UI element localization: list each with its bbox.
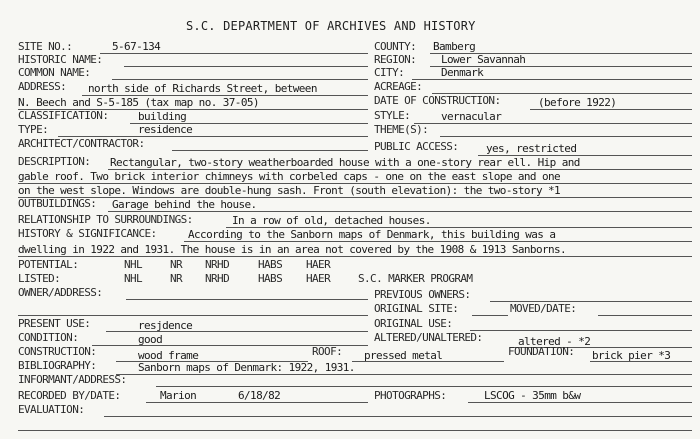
informant-line [156,386,692,387]
recorded-date-value: 6/18/82 [238,389,281,402]
evaluation-label: EVALUATION: [18,403,85,416]
style-label: STYLE: [374,109,411,122]
themes-label: THEME(S): [374,123,429,136]
evaluation-line-2 [18,430,692,431]
description-text-3: on the west slope. Windows are double-hung sash. Front (south elevation): the two-story *1 [18,184,561,197]
site-no-line [100,53,368,54]
roof-line [352,361,504,362]
outbuildings-line [108,211,692,212]
evaluation-line [104,416,692,417]
moved-date-label: MOVED/DATE: [510,302,577,315]
acreage-label: ACREAGE: [374,80,423,93]
present-use-line [106,331,368,332]
potential-label: POTENTIAL: [18,258,79,271]
original-site-line [472,315,508,316]
style-value: vernacular [441,110,502,123]
original-site-label: ORIGINAL SITE: [374,302,459,315]
description-text-1: Rectangular, two-story weatherboarded house with a one-story rear ell. Hip and [110,156,580,169]
outbuildings-label: OUTBUILDINGS: [18,197,97,210]
construction-label: CONSTRUCTION: [18,345,97,358]
bibliography-value: Sanborn maps of Denmark: 1922, 1931. [138,361,355,374]
potential-haer: HAER [306,258,331,271]
type-label: TYPE: [18,123,49,136]
owner-label: OWNER/ADDRESS: [18,286,103,299]
listed-haer: HAER [306,272,331,285]
relationship-label: RELATIONSHIP TO SURROUNDINGS: [18,213,193,226]
address-label: ADDRESS: [18,80,67,93]
public-access-value: yes, restricted [486,142,577,155]
history-label: HISTORY & SIGNIFICANCE: [18,227,157,240]
public-access-label: PUBLIC ACCESS: [374,140,459,153]
county-value: Bamberg [433,40,476,53]
foundation-value: brick pier *3 [592,349,671,362]
city-value: Denmark [441,66,484,79]
address-line-2: N. Beech and S-5-185 (tax map no. 37-05) [18,96,259,109]
present-use-label: PRESENT USE: [18,317,91,330]
description-label: DESCRIPTION: [18,155,91,168]
relationship-value: In a row of old, detached houses. [232,214,431,227]
roof-value: pressed metal [364,349,443,362]
classification-label: CLASSIFICATION: [18,109,109,122]
site-no-value: 5-67-134 [112,40,161,53]
type-value: residence [138,123,193,136]
themes-line [440,136,692,137]
recorded-line [146,402,368,403]
informant-label: INFORMANT/ADDRESS: [18,373,127,386]
foundation-line [590,361,692,362]
potential-nr: NR [170,258,183,271]
photographs-line [468,402,692,403]
style-line [414,123,692,124]
history-rule-2 [18,256,692,257]
original-use-label: ORIGINAL USE: [374,317,453,330]
common-name-label: COMMON NAME: [18,66,91,79]
construction-value: wood frame [138,349,199,362]
history-rule-1 [184,241,692,242]
owner-line-2 [18,315,368,316]
date-line [530,109,692,110]
potential-nhl: NHL [124,258,143,271]
county-label: COUNTY: [374,40,417,53]
history-text-2: dwelling in 1922 and 1931. The house is in an area not covered by the 1908 & 1913 Sanborns. [18,243,567,256]
site-no-label: SITE NO.: [18,40,73,53]
previous-owners-label: PREVIOUS OWNERS: [374,288,471,301]
moved-date-line [598,315,692,316]
foundation-label: FOUNDATION: [508,345,575,358]
listed-nhl: NHL [124,272,143,285]
potential-habs: HABS [258,258,283,271]
outbuildings-value: Garage behind the house. [112,198,257,211]
altered-value: altered - *2 [518,335,591,348]
recorded-label: RECORDED BY/DATE: [18,389,121,402]
history-text-1: According to the Sanborn maps of Denmark, this building was a [188,228,556,241]
listed-habs: HABS [258,272,283,285]
owner-line [126,299,368,300]
classification-value: building [138,110,187,123]
historic-name-label: HISTORIC NAME: [18,53,103,66]
listed-nr: NR [170,272,183,285]
altered-label: ALTERED/UNALTERED: [374,331,483,344]
architect-label: ARCHITECT/CONTRACTOR: [18,137,145,150]
common-name-line [112,79,368,80]
present-use-value: resjdence [138,319,193,332]
description-text-2: gable roof. Two brick interior chimneys with corbeled caps - one on the east slope and one [18,170,561,183]
potential-nrhd: NRHD [205,258,230,271]
city-line [412,79,692,80]
region-label: REGION: [374,53,417,66]
photographs-label: PHOTOGRAPHS: [374,389,447,402]
card-title: S.C. DEPARTMENT OF ARCHIVES AND HISTORY [186,19,476,33]
date-value: (before 1922) [538,96,617,109]
listed-nrhd: NRHD [205,272,230,285]
condition-value: good [138,333,163,346]
original-use-line [470,330,692,331]
city-label: CITY: [374,66,405,79]
bibliography-label: BIBLIOGRAPHY: [18,359,97,372]
marker-program: S.C. MARKER PROGRAM [358,272,473,285]
architect-line [172,150,368,151]
date-label: DATE OF CONSTRUCTION: [374,94,501,107]
region-value: Lower Savannah [441,53,526,66]
address-line-1: north side of Richards Street, between [88,82,317,95]
recorded-by-value: Marion [160,389,197,402]
historic-name-line [124,66,368,67]
bibliography-line [116,374,692,375]
photographs-value: LSCOG - 35mm b&w [484,389,581,402]
listed-label: LISTED: [18,272,61,285]
roof-label: ROOF: [312,345,343,358]
condition-label: CONDITION: [18,331,79,344]
